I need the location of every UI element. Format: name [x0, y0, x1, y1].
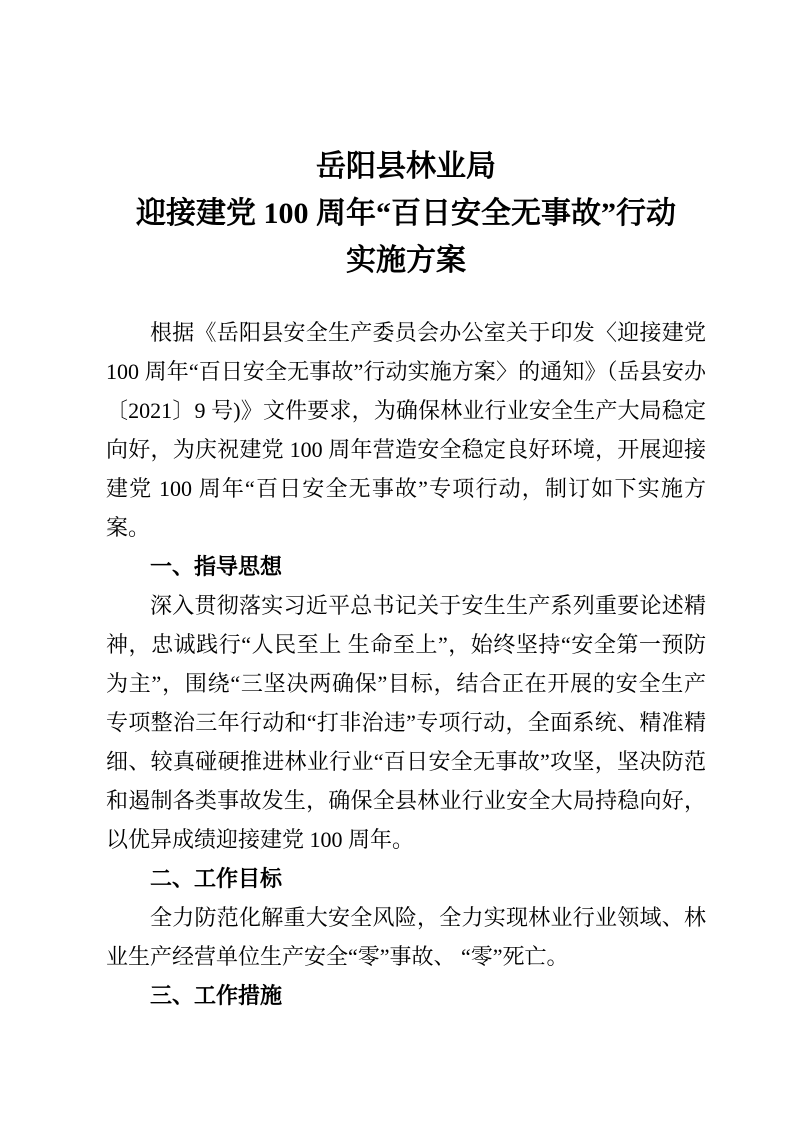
heading-guiding-ideology: 一、指导思想 [150, 554, 283, 579]
title-line-org: 岳阳县林业局 [316, 150, 496, 183]
document-body [106, 313, 706, 1015]
heading-work-goals: 二、工作目标 [150, 866, 283, 891]
title-line-campaign: 迎接建党 100 周年“百日安全无事故”行动 [136, 197, 676, 230]
paragraph-work-goals: 全力防范化解重大安全风险，全力实现林业行业领域、林业生产经营单位生产安全“零”事故、 “零”死亡。 [106, 905, 706, 969]
heading-work-measures: 三、工作措施 [150, 983, 283, 1008]
title-line-plan: 实施方案 [346, 244, 466, 277]
paragraph-guiding-ideology: 深入贯彻落实习近平总书记关于安生生产系列重要论述精神，忠诚践行“人民至上 生命至上”，始终坚持“安全第一预防为主”，围绕“三坚决两确保”目标，结合正在开展的安全生产专项整治三年行动和“打非治违”专项行动，全面系统、精准精细、较真碰硬推进林业行业“百日安全无事故”攻坚，坚决防范和遏制各类事故发生，确保全县林业行业安全大局持稳向好，以优异成绩迎接建党 100 周年。 [106, 593, 707, 852]
paragraph-intro: 根据《岳阳县安全生产委员会办公室关于印发〈迎接建党 100 周年“百日安全无事故”行动实施方案〉的通知》（岳县安办〔2021〕9 号)》文件要求，为确保林业行业安全生产大局稳定向好，为庆祝建党 100 周年营造安全稳定良好环境，开展迎接建党 100 周年“百日安全无事故”专项行动，制订如下实施方案。 [106, 320, 706, 540]
document-title [106, 143, 706, 284]
